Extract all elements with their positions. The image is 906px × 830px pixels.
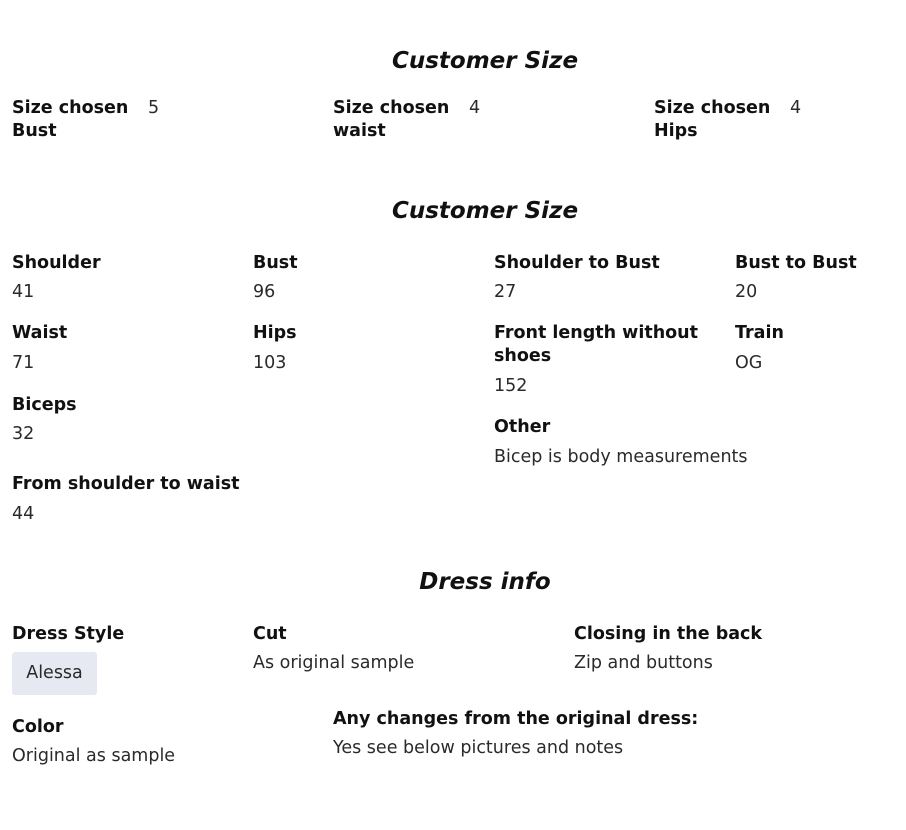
section-title-dress-info: Dress info xyxy=(419,569,551,595)
waist-label: Waist xyxy=(12,323,68,343)
size-chosen-hips-value: 4 xyxy=(790,98,802,118)
train-value: OG xyxy=(735,353,763,373)
size-chosen-hips-label-line1: Size chosen xyxy=(654,98,771,118)
cut-label: Cut xyxy=(253,624,287,644)
bust-to-bust-value: 20 xyxy=(735,282,758,302)
shoulder-label: Shoulder xyxy=(12,253,101,273)
bust-to-bust-label: Bust to Bust xyxy=(735,253,857,273)
changes-value: Yes see below pictures and notes xyxy=(333,738,624,758)
bust-value: 96 xyxy=(253,282,276,302)
dress-style-chip: Alessa xyxy=(12,652,97,695)
size-chosen-bust-value: 5 xyxy=(148,98,160,118)
front-length-label-line1: Front length without xyxy=(494,323,699,343)
shoulder-to-bust-label: Shoulder to Bust xyxy=(494,253,660,273)
hips-value: 103 xyxy=(253,353,287,373)
train-label: Train xyxy=(735,323,784,343)
color-label: Color xyxy=(12,717,64,737)
closing-label: Closing in the back xyxy=(574,624,763,644)
section-title-customer-size-measurements: Customer Size xyxy=(391,198,579,224)
hips-label: Hips xyxy=(253,323,297,343)
bust-label: Bust xyxy=(253,253,298,273)
shoulder-to-waist-label: From shoulder to waist xyxy=(12,474,240,494)
dress-style-label: Dress Style xyxy=(12,624,125,644)
biceps-value: 32 xyxy=(12,424,35,444)
size-chosen-waist-value: 4 xyxy=(469,98,481,118)
shoulder-to-bust-value: 27 xyxy=(494,282,517,302)
section-title-customer-size: Customer Size xyxy=(391,48,579,74)
size-chosen-bust-label-line2: Bust xyxy=(12,121,57,141)
shoulder-to-waist-value: 44 xyxy=(12,504,35,524)
size-chosen-bust-label-line1: Size chosen xyxy=(12,98,129,118)
cut-value: As original sample xyxy=(253,653,415,673)
size-chosen-waist-label-line1: Size chosen xyxy=(333,98,450,118)
waist-value: 71 xyxy=(12,353,35,373)
changes-label: Any changes from the original dress: xyxy=(333,709,699,729)
other-label: Other xyxy=(494,417,551,437)
biceps-label: Biceps xyxy=(12,395,77,415)
size-chosen-hips-label-line2: Hips xyxy=(654,121,698,141)
closing-value: Zip and buttons xyxy=(574,653,713,673)
shoulder-value: 41 xyxy=(12,282,35,302)
front-length-label-line2: shoes xyxy=(494,346,552,366)
color-value: Original as sample xyxy=(12,746,176,766)
front-length-value: 152 xyxy=(494,376,528,396)
size-chosen-waist-label-line2: waist xyxy=(333,121,386,141)
other-value: Bicep is body measurements xyxy=(494,447,748,467)
